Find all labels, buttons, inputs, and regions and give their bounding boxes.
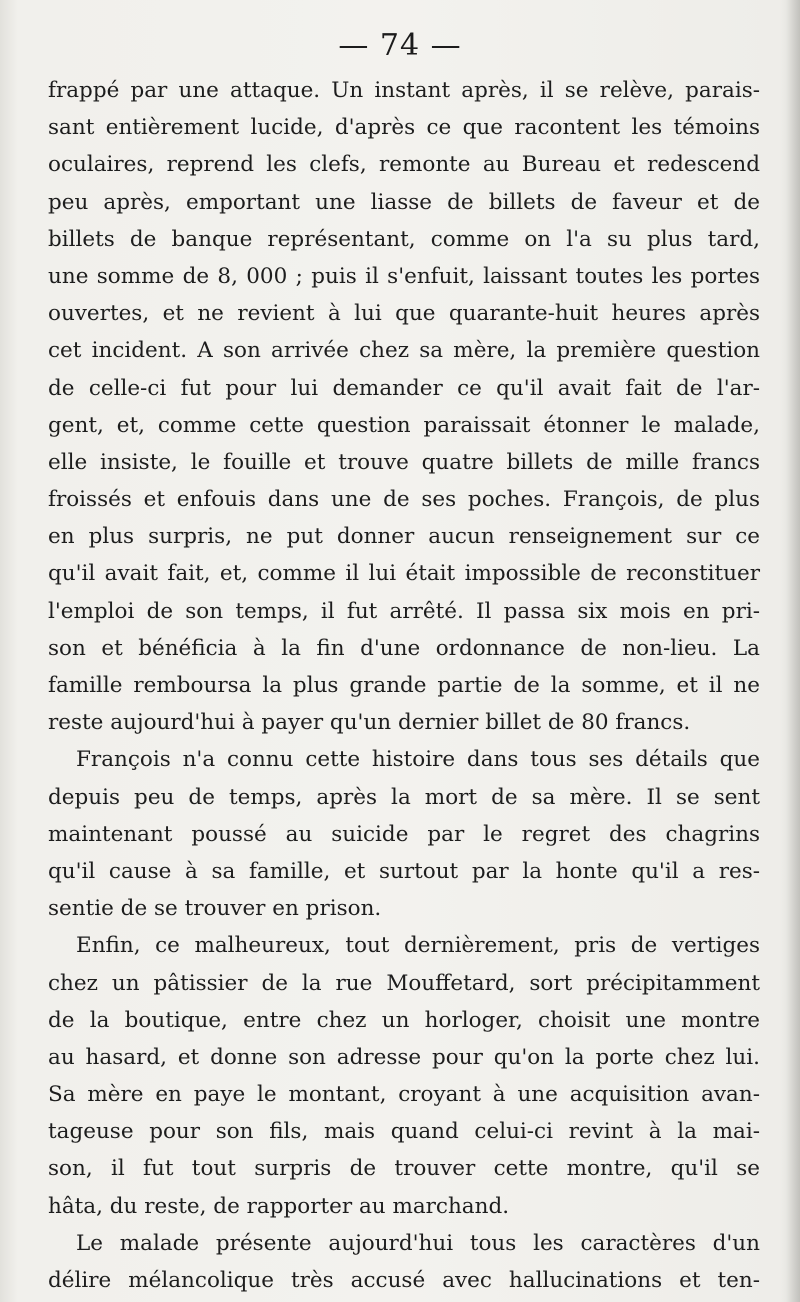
text-line: au hasard, et donne son adresse pour qu'on la porte chez lui.	[48, 1044, 760, 1070]
text-line: de la boutique, entre chez un horloger, choisit une montre	[48, 1007, 760, 1033]
text-body	[48, 72, 760, 1299]
text-line: hâta, du reste, de rapporter au marchand.	[48, 1193, 510, 1219]
page-number: — 74 —	[338, 28, 462, 63]
text-line: François n'a connu cette histoire dans tous ses détails que	[76, 747, 760, 773]
text-line: une somme de 8, 000 ; puis il s'enfuit, laissant toutes les portes	[48, 263, 760, 289]
text-line: qu'il avait fait, et, comme il lui était impossible de reconstituer	[48, 561, 760, 587]
text-line: ouvertes, et ne revient à lui que quarante-huit heures après	[48, 301, 760, 327]
text-line: chez un pâtissier de la rue Mouffetard, sort précipitamment	[48, 970, 760, 996]
text-line: maintenant poussé au suicide par le regret des chagrins	[48, 821, 760, 847]
text-line: de celle-ci fut pour lui demander ce qu'il avait fait de l'ar-	[48, 375, 760, 401]
text-line: son, il fut tout surpris de trouver cette montre, qu'il se	[48, 1156, 760, 1182]
page-edge-shadow	[786, 0, 800, 1302]
text-line: délire mélancolique très accusé avec hallucinations et ten-	[48, 1268, 760, 1293]
text-line: billets de banque représentant, comme on l'a su plus tard,	[48, 226, 760, 252]
text-line: Enfin, ce malheureux, tout dernièrement, pris de vertiges	[76, 933, 760, 959]
text-line: reste aujourd'hui à payer qu'un dernier billet de 80 francs.	[48, 710, 691, 736]
text-line: depuis peu de temps, après la mort de sa mère. Il se sent	[48, 784, 760, 810]
paragraph-1	[48, 72, 760, 741]
text-line: froissés et enfouis dans une de ses poches. François, de plus	[48, 487, 760, 513]
text-line: frappé par une attaque. Un instant après, il se relève, parais-	[48, 78, 760, 103]
text-line: oculaires, reprend les clefs, remonte au Bureau et redescend	[48, 152, 760, 178]
text-line: sant entièrement lucide, d'après ce que racontent les témoins	[48, 115, 760, 141]
text-line: l'emploi de son temps, il fut arrêté. Il passa six mois en pri-	[48, 598, 760, 624]
text-line: tageuse pour son fils, mais quand celui-ci revint à la mai-	[48, 1119, 760, 1145]
paragraph-4	[48, 1225, 760, 1299]
text-line: gent, et, comme cette question paraissait étonner le malade,	[48, 412, 760, 438]
text-line: Le malade présente aujourd'hui tous les caractères d'un	[76, 1230, 760, 1256]
text-line: qu'il cause à sa famille, et surtout par la honte qu'il a res-	[48, 858, 760, 884]
text-line: son et bénéficia à la fin d'une ordonnance de non-lieu. La	[48, 635, 760, 661]
text-line: famille remboursa la plus grande partie de la somme, et il ne	[48, 673, 760, 698]
text-line: cet incident. A son arrivée chez sa mère, la première question	[48, 338, 760, 364]
paragraph-3	[48, 927, 760, 1225]
text-line: peu après, emportant une liasse de billets de faveur et de	[48, 189, 760, 215]
text-line: en plus surpris, ne put donner aucun renseignement sur ce	[48, 524, 760, 550]
text-line: elle insiste, le fouille et trouve quatre billets de mille francs	[48, 449, 760, 475]
paragraph-2	[48, 741, 760, 927]
text-line: sentie de se trouver en prison.	[48, 896, 382, 922]
text-line: Sa mère en paye le montant, croyant à une acquisition avan-	[48, 1082, 760, 1108]
